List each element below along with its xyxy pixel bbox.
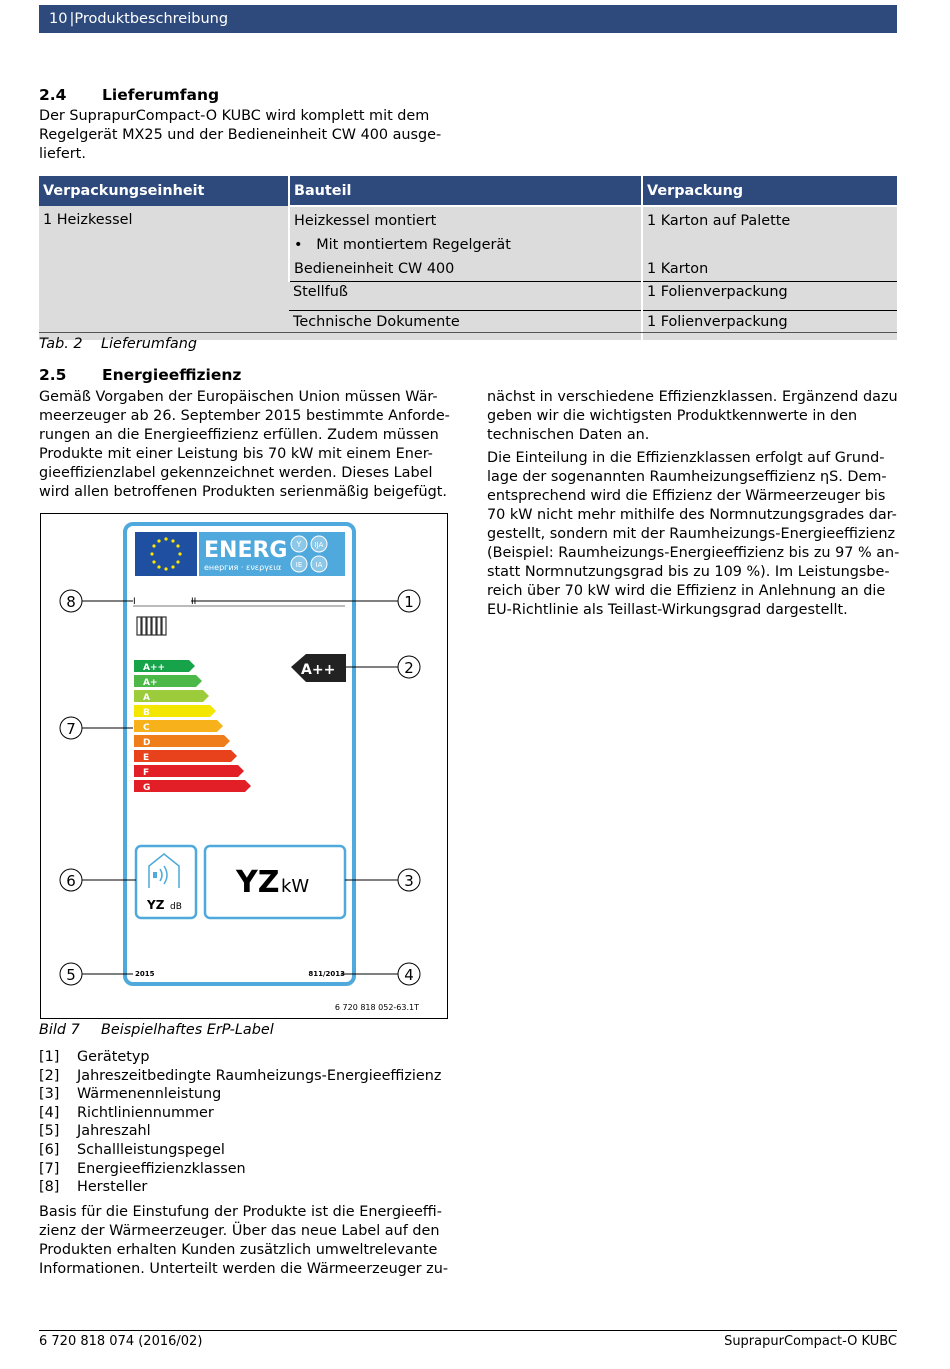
lang-code: IA [315,561,323,569]
mark-i: I [133,597,136,607]
class-label: G [143,783,151,793]
table-bottom-rule [39,332,897,333]
footer-product: SuprapurCompact-O KUBC [724,1334,897,1349]
list-item [39,1104,441,1123]
figure-code: 6 720 818 052-63.1T [334,1003,419,1012]
callout-number: 6 [66,872,76,890]
text-line: nächst in verschiedene Effizienzklassen. Ergänzend dazu [487,389,898,405]
text-line: EU-Richtlinie als Teillast-Wirkungsgrad dargestellt. [487,602,848,618]
text-line: gestellt, sondern mit der Raumheizungs-Energieeffizienz [487,526,896,542]
text-line: Produkten erhalten Kunden zusätzlich umweltrelevante [39,1242,438,1258]
table-cell: Stellfuß [289,282,642,311]
legend-text: Jahreszahl [77,1123,151,1140]
text-line: Regelgerät MX25 und der Bedieneinheit CW 400 ausge- [39,127,442,143]
class-label: D [143,738,151,748]
text-line: lage der sogenannten Raumheizungseffizienz ηS. Dem- [487,469,887,485]
lang-code: IE [295,561,303,569]
footer-doc-number: 6 720 818 074 (2016/02) [39,1334,203,1349]
list-item [39,1160,441,1179]
legend-text: Schallleistungspegel [77,1141,225,1158]
header-separator: | [69,11,75,27]
part-line: Bedieneinheit CW 400 [294,261,455,277]
table-cell: 1 Folienverpackung [642,282,897,311]
callout-number: 4 [404,966,414,984]
callout-number: 3 [404,872,414,890]
power-value: YZ [236,865,280,900]
table-cell: 1 Folienverpackung [642,311,897,341]
text-line: Die Einteilung in die Effizienzklassen erfolgt auf Grund- [487,450,885,466]
caption-label: Tab. 2 [39,336,83,352]
bottom-paragraph [39,1203,448,1279]
text-line: Gemäß Vorgaben der Europäischen Union müssen Wär- [39,389,438,405]
section-title: Lieferumfang [102,86,220,104]
text-line: zienz der Wärmeerzeuger. Über das neue Label auf den [39,1223,440,1239]
legend-key: [7] [39,1160,60,1177]
text-line: geben wir die wichtigsten Produktkennwerte in den [487,408,858,424]
table-row [39,206,897,282]
callout-number: 2 [404,659,414,677]
callout-number: 5 [66,966,76,984]
text-line: meerzeuger ab 26. September 2015 bestimmte Anforde- [39,408,450,424]
legend-list [39,1048,441,1197]
pack-line: 1 Karton [647,261,709,277]
figure-caption [39,1022,274,1038]
legend-text: Jahreszeitbedingte Raumheizungs-Energieeffizienz [77,1067,442,1084]
table-cell: Technische Dokumente [289,311,642,341]
text-line: entsprechend wird die Effizienz der Wärmeerzeuger bis [487,488,886,504]
legend-key: [8] [39,1179,60,1196]
class-label: A++ [143,663,166,673]
text-line: reich über 70 kW wird die Effizienz in Anlehnung an die [487,583,886,599]
mark-ii: II [191,597,197,607]
callout-number: 7 [66,720,76,738]
rating-arrow-label: A++ [301,662,336,678]
sound-unit: dB [170,902,182,912]
class-bar [134,780,251,792]
class-label: A [143,693,150,703]
caption-text: Beispielhaftes ErP-Label [101,1022,274,1038]
text-line: technischen Daten an. [487,427,650,443]
table-header-cell: Bauteil [289,176,642,206]
legend-key: [6] [39,1141,60,1158]
legend-text: Wärmenennleistung [77,1086,222,1103]
legend-key: [4] [39,1104,60,1121]
part-bullet-line [294,233,637,257]
text-line: wird allen betroffenen Produkten serienmäßig beigefügt. [39,484,447,500]
list-item [39,1085,441,1104]
text-line: rungen an die Energieeffizienz erfüllen. Zudem müssen [39,427,439,443]
list-item [39,1048,441,1067]
list-item [39,1178,441,1197]
delivery-table [39,176,897,340]
class-label: F [143,768,150,778]
legend-key: [1] [39,1049,60,1065]
text-line: Basis für die Einstufung der Produkte ist die Energieeffi- [39,1204,442,1220]
text-line: gieeffizienzlabel gekennzeichnet werden. Dieses Label [39,465,433,481]
callout-number: 8 [66,593,76,611]
legend-text: Hersteller [77,1179,148,1196]
part-sub: Mit montiertem Regelgerät [316,237,511,253]
section-heading-2-5 [39,366,241,384]
class-label: A+ [143,678,158,688]
class-bar [134,750,237,762]
section-number: 2.4 [39,86,67,104]
pack-line [647,233,893,257]
class-label: E [143,753,150,763]
footer-rule [39,1330,897,1331]
class-bar [134,765,244,777]
caption-text: Lieferumfang [101,336,197,352]
sound-value: YZ [147,898,165,912]
list-item [39,1141,441,1160]
legend-key: [3] [39,1086,60,1103]
text-line: Der SuprapurCompact-O KUBC wird komplett mit dem [39,108,430,124]
bullet: • [294,237,303,253]
right-paragraph-1 [487,388,898,445]
lang-code: IJA [314,541,324,549]
energ-text: ENERG [204,538,288,563]
table-cell [289,206,642,282]
section-number: 2.5 [39,366,67,384]
section-heading-2-4 [39,86,219,104]
energ-subtext: енергия · ενεργεια [204,563,282,572]
page-header [39,5,897,33]
erp-label-svg [41,514,447,1018]
pack-line: 1 Karton auf Palette [647,213,791,229]
table-cell [642,206,897,282]
legend-text: Richtliniennummer [77,1104,214,1121]
callout-number: 1 [404,593,414,611]
table-cell-unit: 1 Heizkessel [39,206,289,340]
text-line: Produkte mit einer Leistung bis 70 kW mit einem Ener- [39,446,433,462]
label-year: 2015 [135,970,155,978]
table-header-cell: Verpackungseinheit [39,176,289,206]
table-header-cell: Verpackung [642,176,897,206]
label-regulation: 811/2013 [308,970,345,978]
text-line: liefert. [39,146,86,162]
legend-key: [2] [39,1067,60,1084]
legend-key: [5] [39,1123,60,1140]
text-line: 70 kW nicht mehr mithilfe des Normnutzungsgrades dar- [487,507,897,523]
text-line: Informationen. Unterteilt werden die Wärmeerzeuger zu- [39,1261,449,1277]
caption-label: Bild 7 [39,1022,80,1038]
header-section: Produktbeschreibung [74,11,229,27]
intro-paragraph [39,107,441,164]
legend-text: Energieeffizienzklassen [77,1160,246,1177]
list-item [39,1067,441,1086]
table-header-row [39,176,897,206]
list-item [39,1122,441,1141]
page-number: 10 [49,11,68,27]
left-paragraph [39,388,450,502]
legend-text: Gerätetyp [77,1049,150,1065]
text-line: (Beispiel: Raumheizungs-Energieeffizienz bis zu 97 % an- [487,545,900,561]
power-unit: kW [281,876,310,897]
text-line: statt Normnutzungsgrad bis zu 109 %). Im Leistungsbe- [487,564,890,580]
class-label: C [143,723,150,733]
radiator-icon [137,617,166,635]
class-label: B [143,708,150,718]
part-line: Heizkessel montiert [294,213,437,229]
right-paragraph-2 [487,449,899,620]
erp-label-figure [40,513,448,1019]
section-title: Energieeffizienz [102,366,242,384]
lang-code: Y [296,540,302,549]
table-caption [39,336,197,352]
